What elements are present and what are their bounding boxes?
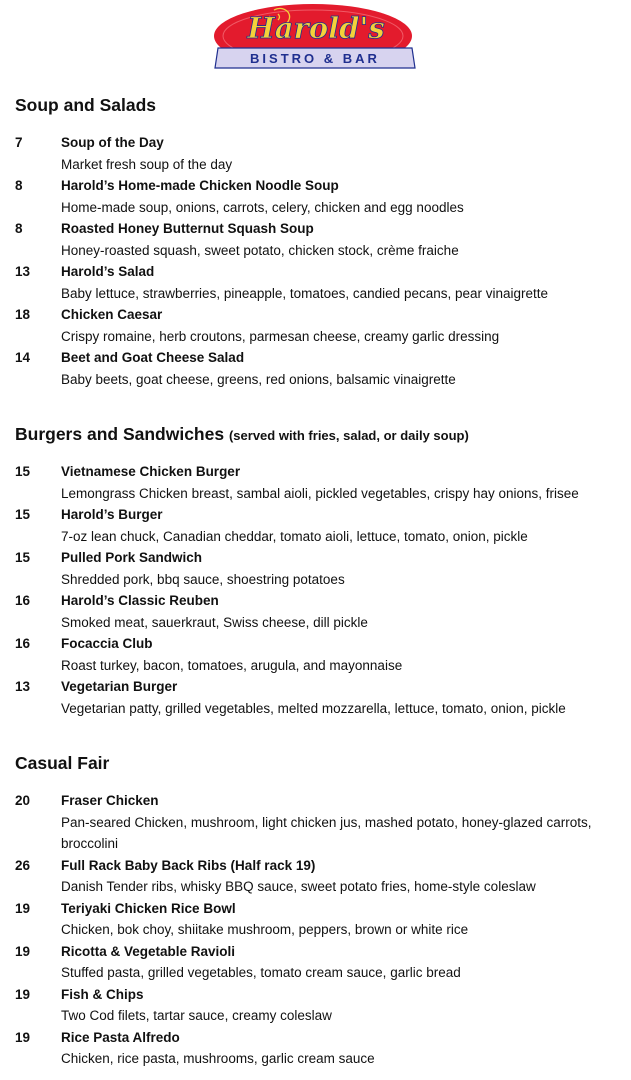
item-description: Danish Tender ribs, whisky BBQ sauce, sweet potato fries, home-style coleslaw	[61, 879, 536, 894]
menu-item	[15, 1027, 625, 1070]
menu-item	[15, 590, 625, 633]
item-price: 15	[15, 464, 31, 479]
item-description: Baby lettuce, strawberries, pineapple, tomatoes, candied pecans, pear vinaigrette	[61, 285, 549, 301]
item-description: Two Cod filets, tartar sauce, creamy coleslaw	[61, 1008, 332, 1023]
menu-item	[15, 218, 625, 261]
item-price: 19	[15, 900, 31, 916]
section-title: Casual Fair	[15, 753, 110, 773]
menu-item	[15, 941, 625, 984]
section-note: (served with fries, salad, or daily soup)	[228, 428, 469, 443]
item-price: 19	[15, 986, 31, 1002]
menu-item	[15, 132, 625, 175]
menu-items	[15, 790, 625, 1070]
item-price: 26	[15, 857, 31, 873]
menu-items	[15, 132, 625, 390]
section-casual-fair	[15, 751, 625, 1070]
menu-item	[15, 855, 625, 898]
menu-item	[15, 347, 625, 390]
menu-item	[15, 984, 625, 1027]
item-description: Baby beets, goat cheese, greens, red onions, balsamic vinaigrette	[61, 371, 456, 387]
item-description: Vegetarian patty, grilled vegetables, melted mozzarella, lettuce, tomato, onion, pickle	[61, 700, 566, 716]
section-burgers-and-sandwiches	[15, 422, 625, 719]
item-price: 15	[15, 507, 31, 522]
item-price: 7	[15, 135, 23, 150]
item-description: Smoked meat, sauerkraut, Swiss cheese, dill pickle	[61, 614, 368, 630]
menu-item	[15, 175, 625, 218]
menu-item	[15, 504, 625, 547]
item-price: 13	[15, 264, 31, 279]
item-description: Lemongrass Chicken breast, sambal aioli, pickled vegetables, crispy hay onions, frisee	[61, 485, 579, 501]
item-name: Fish & Chips	[61, 986, 144, 1002]
item-description: Home-made soup, onions, carrots, celery, chicken and egg noodles	[61, 199, 464, 215]
menu-item	[15, 790, 625, 855]
item-description: 7-oz lean chuck, Canadian cheddar, tomato aioli, lettuce, tomato, onion, pickle	[61, 528, 528, 544]
menu-item	[15, 676, 625, 719]
logo-name: Harold's	[247, 11, 385, 45]
item-description: Chicken, bok choy, shiitake mushroom, peppers, brown or white rice	[61, 922, 469, 937]
item-name: Chicken Caesar	[61, 307, 163, 322]
item-price: 16	[15, 636, 31, 651]
item-name: Harold’s Salad	[61, 264, 155, 279]
item-price: 18	[15, 307, 31, 322]
item-name: Fraser Chicken	[61, 793, 159, 808]
item-name: Soup of the Day	[61, 135, 164, 150]
section-soup-and-salads	[15, 93, 625, 390]
item-price: 15	[15, 550, 31, 565]
item-description: Pan-seared Chicken, mushroom, light chicken jus, mashed potato, honey-glazed carrots, broccolini	[61, 814, 592, 851]
item-name: Roasted Honey Butternut Squash Soup	[61, 221, 314, 236]
harolds-logo	[212, 2, 418, 78]
item-price: 8	[15, 178, 23, 193]
item-price: 13	[15, 679, 31, 694]
item-name: Vietnamese Chicken Burger	[61, 464, 241, 479]
item-description: Shredded pork, bbq sauce, shoestring potatoes	[61, 571, 345, 587]
menu-item	[15, 461, 625, 504]
item-name: Pulled Pork Sandwich	[61, 550, 203, 565]
item-price: 8	[15, 221, 23, 236]
item-description: Honey-roasted squash, sweet potato, chicken stock, crème fraiche	[61, 242, 459, 258]
item-description: Roast turkey, bacon, tomatoes, arugula, and mayonnaise	[61, 657, 403, 673]
item-description: Chicken, rice pasta, mushrooms, garlic cream sauce	[61, 1051, 375, 1066]
item-name: Teriyaki Chicken Rice Bowl	[61, 900, 236, 916]
menu-item	[15, 633, 625, 676]
item-price: 14	[15, 350, 31, 365]
menu-items	[15, 461, 625, 719]
section-title: Soup and Salads	[15, 95, 156, 115]
item-name: Rice Pasta Alfredo	[61, 1029, 180, 1045]
item-name: Focaccia Club	[61, 636, 153, 651]
item-price: 19	[15, 943, 31, 959]
item-name: Full Rack Baby Back Ribs (Half rack 19)	[61, 857, 316, 873]
item-name: Beet and Goat Cheese Salad	[61, 350, 245, 365]
menu-item	[15, 304, 625, 347]
menu-item	[15, 898, 625, 941]
item-name: Harold’s Burger	[61, 507, 163, 522]
item-name: Harold’s Home-made Chicken Noodle Soup	[61, 178, 339, 193]
menu-item	[15, 547, 625, 590]
logo-tagline: BISTRO & BAR	[250, 51, 380, 66]
item-description: Crispy romaine, herb croutons, parmesan cheese, creamy garlic dressing	[61, 328, 500, 344]
item-name: Ricotta & Vegetable Ravioli	[61, 943, 236, 959]
section-title: Burgers and Sandwiches (served with fries, salad, or daily soup)	[15, 424, 469, 444]
item-price: 20	[15, 793, 31, 808]
item-description: Market fresh soup of the day	[61, 156, 233, 172]
menu-item	[15, 261, 625, 304]
item-name: Vegetarian Burger	[61, 679, 178, 694]
item-price: 16	[15, 593, 31, 608]
item-name: Harold’s Classic Reuben	[61, 593, 219, 608]
item-description: Stuffed pasta, grilled vegetables, tomato cream sauce, garlic bread	[61, 965, 461, 980]
item-price: 19	[15, 1029, 31, 1045]
